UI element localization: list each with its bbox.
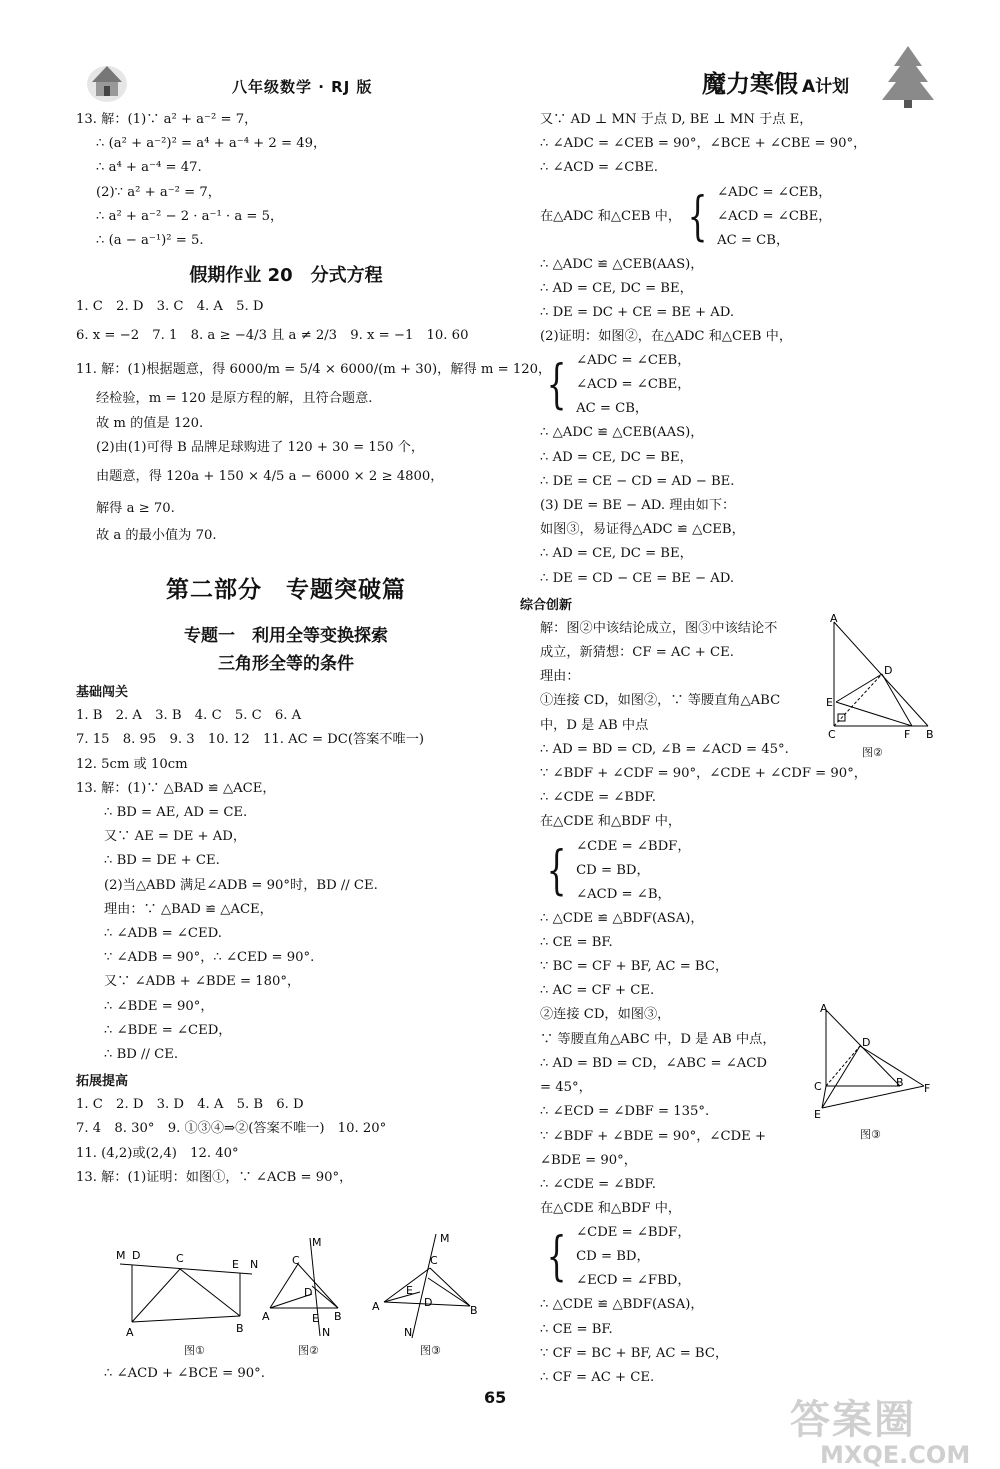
figure-right-2 <box>822 614 942 742</box>
answer-line: 又∵ AD ⊥ MN 于点 D, BE ⊥ MN 于点 E， <box>540 112 813 127</box>
condition-brace-1 <box>520 181 930 253</box>
answer-line: ∴ AD = BD = CD, ∠B = ∠ACD = 45°. <box>540 741 789 757</box>
answer-line: 又∵ AE = DE + AD， <box>104 829 247 845</box>
svg-text:A: A <box>126 1326 134 1339</box>
answer-line: ∴ CE = BF. <box>540 934 613 950</box>
answer-line: 如图③，易证得△ADC ≌ △CEB， <box>540 522 745 538</box>
series-sub: A计划 <box>802 77 850 97</box>
answer-line: ∴ AC = CF + CE. <box>540 983 655 999</box>
brace-icon: { <box>546 840 567 901</box>
answer-line: 理由：∵ △BAD ≌ △ACE， <box>104 901 273 917</box>
svg-text:E: E <box>826 696 833 709</box>
figure-right-2-label: 图② <box>862 746 883 759</box>
answer-line: ①连接 CD，如图②，∵ 等腰直角△ABC <box>540 693 781 709</box>
answer-line: 1. C 2. D 3. C 4. A 5. D <box>76 299 264 315</box>
answer-line: ∴ ∠ADC = ∠CEB = 90°，∠BCE + ∠CBE = 90°， <box>540 136 867 152</box>
condition-line: ∠CDE = ∠BDF， <box>576 1225 691 1241</box>
figure-right-3-label: 图③ <box>860 1128 881 1141</box>
answer-line: ∴ a² + a⁻² − 2 · a⁻¹ · a = 5， <box>96 208 284 224</box>
answer-line: (2)当△ABD 满足∠ADB = 90°时，BD // CE. <box>104 877 378 893</box>
condition-line: ∠ADC = ∠CEB， <box>717 184 832 200</box>
answer-line: 13. 解：(1)证明：如图①，∵ ∠ACB = 90°， <box>76 1169 353 1185</box>
condition-line: AC = CB， <box>717 232 790 248</box>
svg-text:A: A <box>372 1300 380 1313</box>
figure-2 <box>262 1236 342 1346</box>
answer-line: ∴ AD = CE, DC = BE， <box>540 546 693 562</box>
answer-line: 中，D 是 AB 中点 <box>540 717 649 733</box>
answer-line: 在△CDE 和△BDF 中， <box>540 1201 682 1217</box>
section-title: 假期作业 20 分式方程 <box>189 265 383 287</box>
house-logo-icon <box>82 54 132 106</box>
brace-icon: { <box>546 1227 567 1288</box>
figure-right-3 <box>808 1002 938 1124</box>
answer-line: (2)∵ a² + a⁻² = 7， <box>96 184 221 200</box>
svg-text:E: E <box>406 1284 413 1297</box>
svg-text:B: B <box>236 1322 244 1335</box>
answer-line: 12. 5cm 或 10cm <box>76 756 188 772</box>
answer-line: ∴ ∠ADB = ∠CED. <box>104 926 222 942</box>
condition-line: ∠ACD = ∠CBE， <box>576 377 691 393</box>
answer-line: (2)由(1)可得 B 品牌足球购进了 120 + 30 = 150 个， <box>96 439 425 455</box>
svg-text:E: E <box>814 1108 821 1121</box>
answer-line: ∴ BD = DE + CE. <box>104 853 220 869</box>
answer-line: ∴ DE = CD − CE = BE − AD. <box>540 570 735 586</box>
figure-3-label: 图③ <box>420 1344 441 1357</box>
answer-line: ∴ AD = BD = CD，∠ABC = ∠ACD <box>540 1055 767 1071</box>
tree-logo-icon <box>878 42 938 112</box>
figure-1 <box>112 1244 262 1344</box>
svg-text:A: A <box>262 1310 270 1323</box>
answer-line: ∴ △ADC ≌ △CEB(AAS)， <box>540 256 704 272</box>
answer-line: 故 a 的最小值为 70. <box>96 528 217 544</box>
svg-text:N: N <box>250 1258 259 1271</box>
subheading-comprehensive: 综合创新 <box>520 597 573 613</box>
condition-brace-2 <box>520 349 930 421</box>
topic-title: 专题一 利用全等变换探索 <box>184 626 388 647</box>
answer-line: ∴ ∠ACD + ∠BCE = 90°. <box>104 1366 265 1381</box>
figure-2-label: 图② <box>298 1344 319 1357</box>
answer-line: ∴ ∠ACD = ∠CBE. <box>540 160 658 176</box>
condition-line: CD = BD， <box>576 1249 650 1265</box>
watermark-logo: 答案圈 <box>790 1397 916 1443</box>
series-name: 魔力寒假 <box>702 70 798 98</box>
answer-line: ∴ △CDE ≌ △BDF(ASA)， <box>540 910 704 926</box>
answer-line: ∴ AD = CE, DC = BE， <box>540 449 693 465</box>
answer-line: 11. 解：(1)根据题意，得 6000/m = 5/4 × 6000/(m + 30)，解得 m = 120， <box>76 362 552 378</box>
answer-line: ∵ BC = CF + BF, AC = BC， <box>540 959 729 975</box>
condition-brace-4 <box>520 1221 930 1293</box>
watermark-url: MXQE.COM <box>820 1441 971 1469</box>
answer-line: ∵ CF = BC + BF, AC = BC， <box>540 1345 729 1361</box>
svg-text:D: D <box>424 1296 433 1309</box>
answer-line: ∴ △ADC ≌ △CEB(AAS)， <box>540 425 704 441</box>
answer-line: ∴ (a² + a⁻²)² = a⁴ + a⁻⁴ + 2 = 49， <box>96 136 327 152</box>
answer-line: 又∵ ∠ADB + ∠BDE = 180°， <box>104 974 301 990</box>
figure-3 <box>370 1230 480 1346</box>
answer-line: ∴ ∠CDE = ∠BDF. <box>540 1176 656 1192</box>
answer-line: 1. B 2. A 3. B 4. C 5. C 6. A <box>76 708 302 724</box>
svg-text:C: C <box>828 728 836 741</box>
answer-line: ∵ ∠BDF + ∠CDF = 90°，∠CDE + ∠CDF = 90°， <box>540 766 867 782</box>
condition-line: ∠ACD = ∠CBE， <box>717 208 832 224</box>
answer-line: (2)证明：如图②，在△ADC 和△CEB 中， <box>540 329 793 345</box>
answer-line: ∴ DE = DC + CE = BE + AD. <box>540 305 735 321</box>
answer-line: ∵ ∠ADB = 90°，∴ ∠CED = 90°. <box>104 950 315 966</box>
answer-line: 13. 解：(1)∵ △BAD ≌ △ACE， <box>76 780 276 796</box>
subheading-basic: 基础闯关 <box>76 685 129 701</box>
answer-line: 7. 4 8. 30° 9. ①③④⇒②(答案不唯一) 10. 20° <box>76 1121 387 1137</box>
answer-line: ∴ DE = CE − CD = AD − BE. <box>540 473 735 489</box>
answer-line: 11. (4,2)或(2,4) 12. 40° <box>76 1145 239 1161</box>
brace-icon: { <box>546 355 567 416</box>
answer-line: 由题意，得 120a + 150 × 4/5 a − 6000 × 2 ≥ 4800， <box>96 469 444 485</box>
answer-line: ∴ ∠ECD = ∠DBF = 135°. <box>540 1104 710 1120</box>
answer-line: (3) DE = BE − AD. 理由如下： <box>540 498 736 514</box>
answer-line: ∠BDE = 90°， <box>540 1152 637 1168</box>
svg-text:M: M <box>440 1232 450 1245</box>
svg-text:D: D <box>884 664 893 677</box>
answer-line: 解得 a ≥ 70. <box>96 501 175 517</box>
svg-text:F: F <box>924 1082 931 1095</box>
svg-text:B: B <box>334 1310 342 1323</box>
answer-line: 经检验，m = 120 是原方程的解，且符合题意. <box>96 391 373 407</box>
svg-text:A: A <box>820 1002 828 1015</box>
answer-line: ∴ AD = CE, DC = BE， <box>540 280 693 296</box>
condition-line: AC = CB， <box>576 401 649 417</box>
svg-text:F: F <box>904 728 911 741</box>
answer-line: ∴ CF = AC + CE. <box>540 1369 655 1385</box>
answer-line: 故 m 的值是 120. <box>96 415 204 431</box>
answer-line: ∴ ∠BDE = 90°， <box>104 998 214 1014</box>
answer-line: ∴ BD = AE, AD = CE. <box>104 805 248 821</box>
svg-text:N: N <box>322 1326 331 1339</box>
svg-text:A: A <box>830 614 838 625</box>
figure-1-label: 图① <box>184 1344 205 1357</box>
subheading-extension: 拓展提高 <box>76 1074 129 1090</box>
svg-text:C: C <box>292 1254 300 1267</box>
svg-text:N: N <box>404 1326 413 1339</box>
condition-line: ∠ADC = ∠CEB， <box>576 353 691 369</box>
svg-text:B: B <box>470 1304 478 1317</box>
answer-line: 成立，新猜想：CF = AC + CE. <box>540 645 734 661</box>
svg-text:B: B <box>896 1076 904 1089</box>
svg-text:E: E <box>232 1258 239 1271</box>
svg-text:M: M <box>312 1236 322 1249</box>
svg-text:D: D <box>304 1286 313 1299</box>
answer-line: ∵ ∠BDF + ∠BDE = 90°，∠CDE + <box>540 1128 766 1144</box>
answer-line: ∵ 等腰直角△ABC 中，D 是 AB 中点， <box>540 1031 776 1047</box>
header-book-title: 八年级数学 · RJ 版 <box>232 78 373 96</box>
condition-line: ∠CDE = ∠BDF， <box>576 838 691 854</box>
svg-text:D: D <box>132 1249 141 1262</box>
svg-text:M: M <box>116 1249 126 1262</box>
svg-text:B: B <box>926 728 934 741</box>
answer-line: 1. C 2. D 3. D 4. A 5. B 6. D <box>76 1097 304 1113</box>
watermark <box>790 1388 970 1469</box>
answer-line: 解：图②中该结论成立，图③中该结论不 <box>540 620 778 636</box>
answer-line: 在△CDE 和△BDF 中， <box>540 814 682 830</box>
condition-brace-3 <box>520 835 930 907</box>
brace-icon: { <box>687 186 708 247</box>
answer-line: ∴ CE = BF. <box>540 1321 613 1337</box>
answer-line: ∴ a⁴ + a⁻⁴ = 47. <box>96 160 202 176</box>
condition-line: ∠ECD = ∠FBD， <box>576 1273 691 1289</box>
answer-line: 理由： <box>540 669 580 685</box>
header-series-title <box>702 64 849 99</box>
svg-text:C: C <box>430 1254 438 1267</box>
answer-line: ②连接 CD，如图③， <box>540 1007 671 1023</box>
condition-line: ∠ACD = ∠B， <box>576 886 671 902</box>
svg-text:C: C <box>814 1080 822 1093</box>
svg-text:D: D <box>862 1036 871 1049</box>
topic-title: 三角形全等的条件 <box>218 654 354 675</box>
svg-text:C: C <box>176 1252 184 1265</box>
svg-text:E: E <box>312 1312 319 1325</box>
answer-line: ∴ ∠CDE = ∠BDF. <box>540 790 656 806</box>
answer-line: = 45°， <box>540 1080 592 1096</box>
part-title: 第二部分 专题突破篇 <box>166 577 406 604</box>
condition-line: CD = BD， <box>576 862 650 878</box>
answer-line: ∴ BD // CE. <box>104 1047 179 1063</box>
answer-line: ∴ (a − a⁻¹)² = 5. <box>96 233 204 249</box>
page-number: 65 <box>484 1388 507 1407</box>
answer-line: 13. 解：(1)∵ a² + a⁻² = 7， <box>76 112 258 127</box>
answer-line: ∴ △CDE ≌ △BDF(ASA)， <box>540 1297 704 1313</box>
brace-prefix: 在△ADC 和△CEB 中， <box>540 208 682 224</box>
answer-line: ∴ ∠BDE = ∠CED， <box>104 1022 232 1038</box>
answer-line: 6. x = −2 7. 1 8. a ≥ −4/3 且 a ≠ 2/3 9. x = −1 10. 60 <box>76 328 469 344</box>
answer-line: 7. 15 8. 95 9. 3 10. 12 11. AC = DC(答案不唯一) <box>76 732 425 748</box>
